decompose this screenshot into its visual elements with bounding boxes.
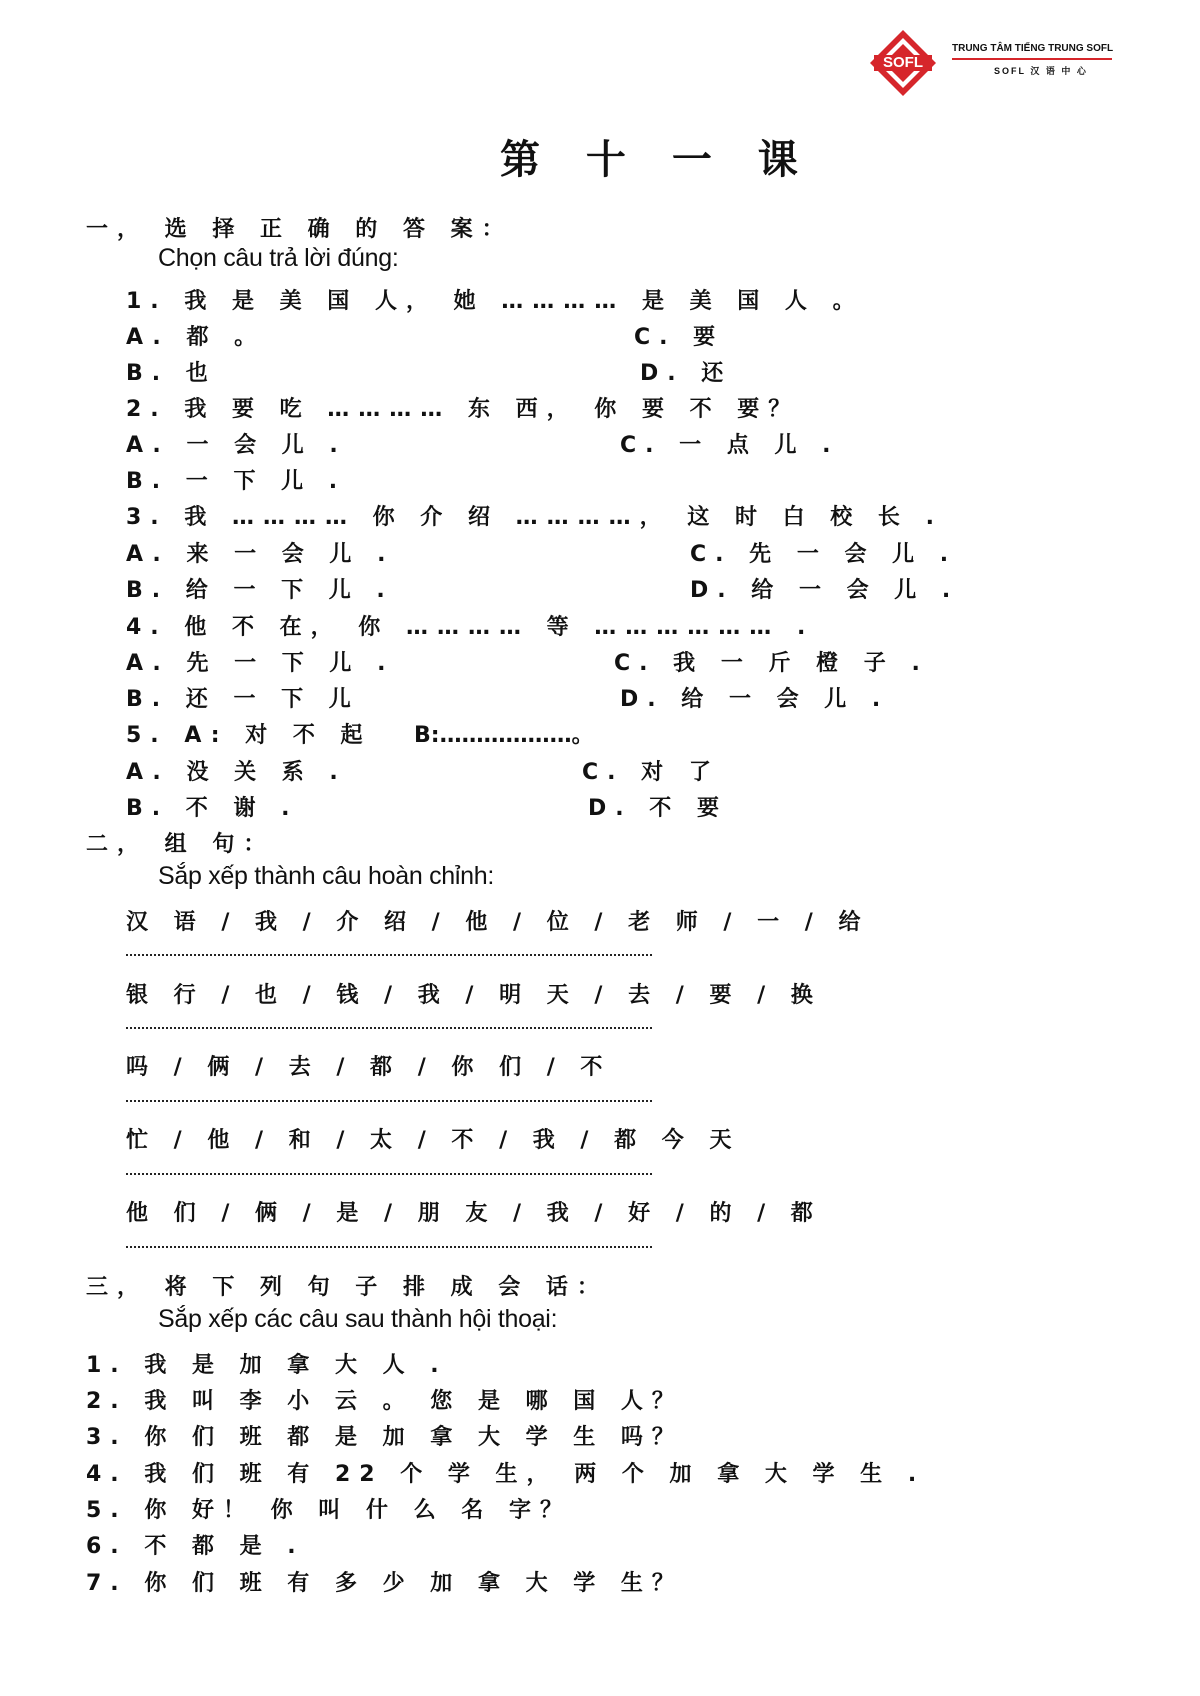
question-4-option-a: A. 先 一 下 儿 . [126, 651, 395, 676]
dialogue-line-5: 5. 你 好！ 你 叫 什 么 名 字？ [86, 1498, 571, 1523]
reorder-item-1: 汉 语 / 我 / 介 绍 / 他 / 位 / 老 师 / 一 / 给 [126, 910, 870, 935]
page-title: 第 十 一 课 [500, 136, 814, 183]
question-1-option-d: D. 还 [640, 361, 733, 386]
dialogue-line-7: 7. 你 们 班 有 多 少 加 拿 大 学 生？ [86, 1571, 683, 1596]
reorder-item-2: 银 行 / 也 / 钱 / 我 / 明 天 / 去 / 要 / 换 [126, 983, 822, 1008]
dialogue-line-3: 3. 你 们 班 都 是 加 拿 大 学 生 吗？ [86, 1425, 683, 1450]
question-3-option-a: A. 来 一 会 儿 . [126, 542, 395, 567]
answer-line-3 [126, 1100, 652, 1102]
brand-underline [952, 58, 1112, 60]
answer-line-2 [126, 1027, 652, 1029]
question-2: 2. 我 要 吃 ………… 东 西， 你 要 不 要？ [126, 397, 800, 422]
question-5: 5. A: 对 不 起 [126, 723, 372, 748]
question-5-option-c: C. 对 了 [582, 760, 720, 785]
question-1-option-c: C. 要 [634, 325, 725, 350]
question-1: 1. 我 是 美 国 人， 她 ………… 是 美 国 人 。 [126, 289, 864, 314]
section3-subtitle: Sắp xếp các câu sau thành hội thoại: [158, 1305, 558, 1333]
question-2-option-a: A. 一 会 儿 . [126, 433, 347, 458]
reorder-item-4: 忙 / 他 / 和 / 太 / 不 / 我 / 都 今 天 [126, 1128, 741, 1153]
section2-subtitle: Sắp xếp thành câu hoàn chỉnh: [158, 862, 495, 890]
question-3-option-b: B. 给 一 下 儿 . [126, 578, 394, 603]
question-1-option-b: B. 也 [126, 361, 217, 386]
answer-line-4 [126, 1173, 652, 1175]
reorder-item-5: 他 们 / 俩 / 是 / 朋 友 / 我 / 好 / 的 / 都 [126, 1201, 822, 1226]
question-3: 3. 我 ………… 你 介 绍 …………， 这 时 白 校 长 . [126, 505, 943, 530]
dialogue-line-2: 2. 我 叫 李 小 云 。 您 是 哪 国 人？ [86, 1389, 683, 1414]
question-5-answer-blank: B:………………。 [414, 723, 594, 748]
question-3-option-c: C. 先 一 会 儿 . [690, 542, 958, 567]
brand-line-1: TRUNG TÂM TIẾNG TRUNG SOFL [952, 43, 1114, 54]
section3-heading: 三， 将 下 列 句 子 排 成 会 话： [86, 1275, 608, 1300]
reorder-item-3: 吗 / 俩 / 去 / 都 / 你 们 / 不 [126, 1055, 612, 1080]
question-2-option-b: B. 一 下 儿 . [126, 469, 347, 494]
section1-heading: 一， 选 择 正 确 的 答 案： [86, 217, 513, 242]
question-4-option-d: D. 给 一 会 儿 . [620, 687, 890, 712]
section2-heading: 二， 组 句： [86, 832, 275, 857]
question-3-option-d: D. 给 一 会 儿 . [690, 578, 960, 603]
question-5-option-d: D. 不 要 [588, 796, 728, 821]
question-4-option-b: B. 还 一 下 儿 [126, 687, 360, 712]
question-4: 4. 他 不 在， 你 ………… 等 ……………… . [126, 615, 815, 640]
question-1-option-a: A. 都 。 [126, 325, 266, 350]
question-2-option-c: C. 一 点 儿 . [620, 433, 840, 458]
logo [868, 28, 938, 98]
logo-mark-text: SOFL [883, 54, 923, 71]
question-5-option-a: A. 没 关 系 . [126, 760, 347, 785]
section1-subtitle: Chọn câu trả lời đúng: [158, 244, 399, 272]
brand-line-2: SOFL 汉 语 中 心 [994, 66, 1088, 76]
question-5-option-b: B. 不 谢 . [126, 796, 299, 821]
dialogue-line-6: 6. 不 都 是 . [86, 1534, 305, 1559]
dialogue-line-4: 4. 我 们 班 有 22 个 学 生， 两 个 加 拿 大 学 生 . [86, 1462, 926, 1487]
answer-line-5 [126, 1246, 652, 1248]
dialogue-line-1: 1. 我 是 加 拿 大 人 . [86, 1353, 448, 1378]
question-4-option-c: C. 我 一 斤 橙 子 . [614, 651, 929, 676]
answer-line-1 [126, 954, 652, 956]
